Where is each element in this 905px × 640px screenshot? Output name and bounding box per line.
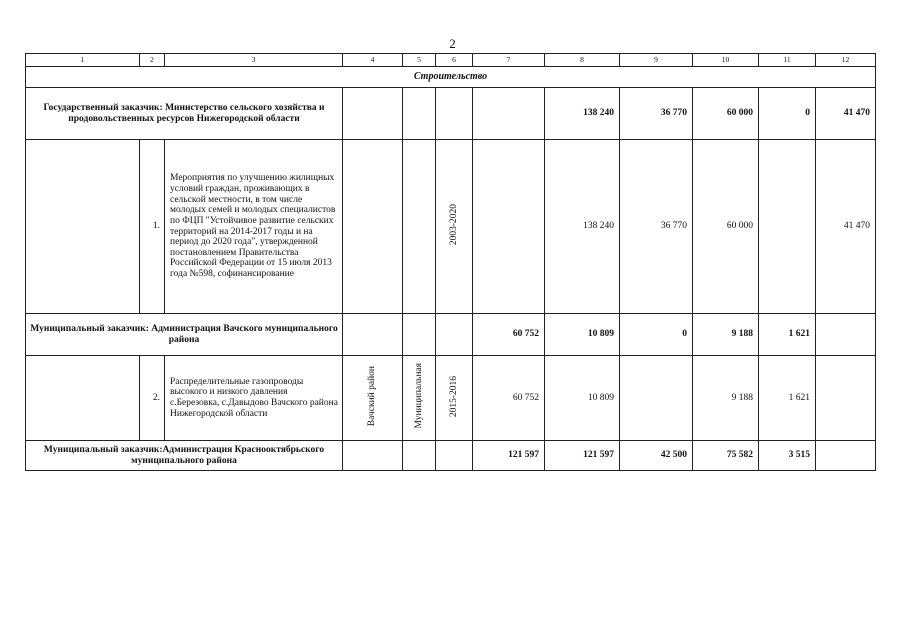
cell-empty	[436, 88, 473, 140]
cell-period: 2003-2020	[436, 140, 473, 314]
cell-col5	[403, 140, 436, 314]
column-number: 3	[165, 54, 343, 67]
column-number: 10	[693, 54, 759, 67]
cell-col7	[473, 140, 545, 314]
cell-empty	[26, 356, 140, 441]
cell-col7: 60 752	[473, 314, 545, 356]
row-description: Мероприятия по улучшению жилищных условий граждан, проживающих в сельской местности, в том числе молодых семей и молодых специалистов по ФЦП "Устойчивое развитие сельских территорий на 2014-2017 годы и на период до 2020 года", утвержденной постановлением Правительства Российской Федерации от 15 июля 2013 года №598, софинансирование	[165, 140, 343, 314]
column-number: 8	[545, 54, 620, 67]
cell-col11: 1 621	[759, 356, 816, 441]
column-number: 2	[140, 54, 165, 67]
column-number: 4	[343, 54, 403, 67]
cell-col10: 75 582	[693, 441, 759, 471]
cell-col9: 42 500	[620, 441, 693, 471]
cell-col8: 121 597	[545, 441, 620, 471]
customer-row	[26, 88, 876, 140]
cell-col7	[473, 88, 545, 140]
cell-empty	[343, 441, 403, 471]
row-index: 2.	[140, 356, 165, 441]
cell-col11: 1 621	[759, 314, 816, 356]
cell-empty	[343, 314, 403, 356]
cell-empty	[403, 88, 436, 140]
page-number: 2	[449, 36, 456, 51]
table-row	[26, 356, 876, 441]
cell-col8: 138 240	[545, 140, 620, 314]
cell-col12	[816, 314, 876, 356]
cell-empty	[436, 314, 473, 356]
cell-col4	[343, 140, 403, 314]
customer-name: Муниципальный заказчик:Администрация Краснооктябрьского муниципального района	[26, 441, 343, 471]
cell-col11: 0	[759, 88, 816, 140]
column-number-row	[26, 54, 876, 67]
column-number: 7	[473, 54, 545, 67]
section-title: Строительство	[26, 67, 876, 88]
cell-col9: 36 770	[620, 140, 693, 314]
cell-col11: 3 515	[759, 441, 816, 471]
cell-empty	[343, 88, 403, 140]
cell-col12	[816, 441, 876, 471]
program-table	[25, 53, 876, 471]
column-number: 9	[620, 54, 693, 67]
section-row	[26, 67, 876, 88]
cell-col12: 41 470	[816, 140, 876, 314]
customer-name: Муниципальный заказчик: Администрация Вачского муниципального района	[26, 314, 343, 356]
cell-col8: 10 809	[545, 356, 620, 441]
cell-col10: 60 000	[693, 140, 759, 314]
cell-col8: 10 809	[545, 314, 620, 356]
column-number: 5	[403, 54, 436, 67]
cell-col10: 9 188	[693, 356, 759, 441]
cell-col10: 9 188	[693, 314, 759, 356]
customer-row	[26, 314, 876, 356]
cell-empty	[403, 441, 436, 471]
cell-col8: 138 240	[545, 88, 620, 140]
cell-period: 2015-2016	[436, 356, 473, 441]
column-number: 1	[26, 54, 140, 67]
cell-empty	[26, 140, 140, 314]
customer-row	[26, 441, 876, 471]
cell-col7: 121 597	[473, 441, 545, 471]
column-number: 11	[759, 54, 816, 67]
cell-col7: 60 752	[473, 356, 545, 441]
cell-col11	[759, 140, 816, 314]
cell-col9: 0	[620, 314, 693, 356]
table-row	[26, 140, 876, 314]
row-description: Распределительные газопроводы высокого и низкого давления с.Березовка, с.Давыдово Вачского района Нижегородской области	[165, 356, 343, 441]
cell-territory: Вачский район	[343, 356, 403, 441]
cell-empty	[436, 441, 473, 471]
column-number: 12	[816, 54, 876, 67]
column-number: 6	[436, 54, 473, 67]
row-index: 1.	[140, 140, 165, 314]
cell-col12	[816, 356, 876, 441]
cell-col10: 60 000	[693, 88, 759, 140]
cell-col9	[620, 356, 693, 441]
cell-empty	[403, 314, 436, 356]
cell-ownership: Муниципальная	[403, 356, 436, 441]
customer-name: Государственный заказчик: Министерство сельского хозяйства и продовольственных ресурсов Нижегородской области	[26, 88, 343, 140]
cell-col9: 36 770	[620, 88, 693, 140]
cell-col12: 41 470	[816, 88, 876, 140]
